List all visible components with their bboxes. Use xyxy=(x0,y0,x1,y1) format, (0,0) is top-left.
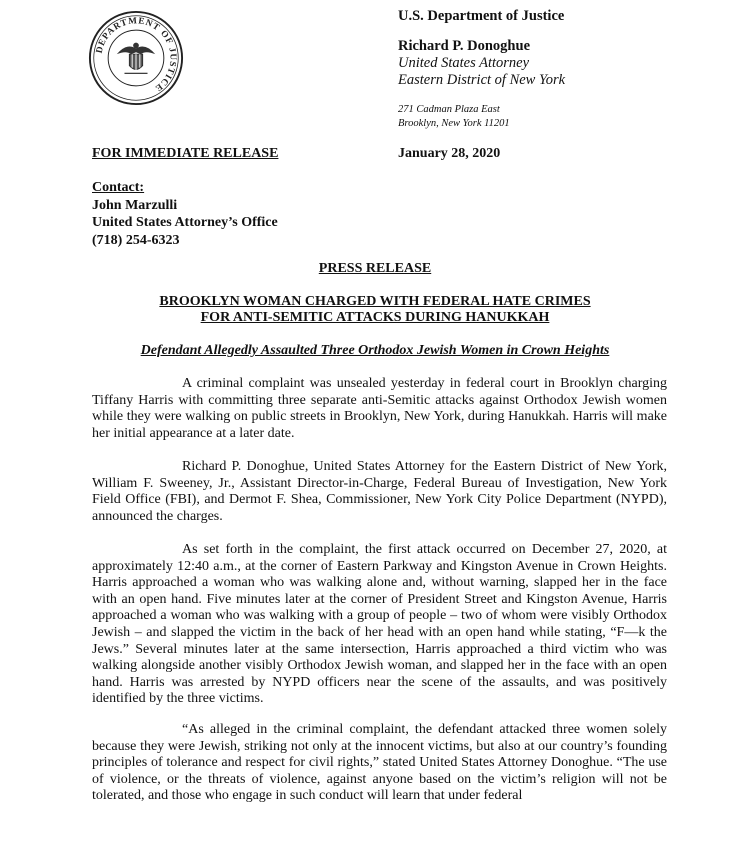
body-paragraph: As set forth in the complaint, the first attack occurred on December 27, 2020, at approximately 12:40 a.m., at the corner of Eastern Parkway and Kingston Avenue in Crown Heights. Harris approached a woman who was walking alone and, without warning, slapped her in the face with an open hand. Five minutes later at the corner of President Street and Kingston Avenue, Harris approached a woman who was walking with a group of people – two of whom were visibly Orthodox Jewish – and slapped the victim in the back of her head with an open hand while stating, “F—k the Jews.” Several minutes later at the same intersection, Harris approached a third victim who was walking alongside another visibly Orthodox Jewish woman, and slapped her in the face with an open hand. Harris was arrested by NYPD officers near the scene of the assaults, and was positively identified by the three victims. xyxy=(92,542,667,707)
release-date: January 28, 2020 xyxy=(398,146,501,161)
body-paragraph: A criminal complaint was unsealed yesterday in federal court in Brooklyn charging Tiffany Harris with committing three separate anti-Semitic attacks against Orthodox Jewish women while they were walking on public streets in Brooklyn, New York, during Hanukkah. Harris will make her initial appearance at a later date. xyxy=(92,376,667,441)
official-name: Richard P. Donoghue xyxy=(398,38,531,54)
contact-block xyxy=(92,179,278,249)
headline-line: BROOKLYN WOMAN CHARGED WITH FEDERAL HATE CRIMES xyxy=(159,294,591,309)
address-line: Brooklyn, New York 11201 xyxy=(398,118,510,129)
office-address xyxy=(398,103,510,131)
address-line: 271 Cadman Plaza East xyxy=(398,104,500,115)
contact-office: United States Attorney’s Office xyxy=(92,215,278,230)
press-release-heading: PRESS RELEASE xyxy=(318,261,432,276)
body-paragraph: Richard P. Donoghue, United States Attorney for the Eastern District of New York, William F. Sweeney, Jr., Assistant Director-in-Charge, Federal Bureau of Investigation, New York Field Office (FBI), and Dermot F. Shea, Commissioner, New York City Police Department (NYPD), announced the charges. xyxy=(92,459,667,524)
contact-name: John Marzulli xyxy=(92,197,178,213)
district-name: Eastern District of New York xyxy=(398,72,566,88)
contact-phone: (718) 254-6323 xyxy=(92,232,180,248)
subheadline: Defendant Allegedly Assaulted Three Orthodox Jewish Women in Crown Heights xyxy=(140,343,610,358)
letterhead xyxy=(398,8,565,89)
contact-label: Contact: xyxy=(92,180,145,195)
official-title: United States Attorney xyxy=(398,55,530,71)
doj-seal-icon xyxy=(88,10,184,106)
headline xyxy=(0,294,750,326)
seal-text: DEPARTMENT OF JUSTICE xyxy=(93,15,179,94)
body-paragraph: “As alleged in the criminal complaint, the defendant attacked three women solely because they were Jewish, striking not only at the innocent victims, but also at our country’s founding principles of tolerance and respect for civil rights,” stated United States Attorney Donoghue. “The use of violence, or the threats of violence, against anyone based on the victim’s religion will not be tolerated, and those who engage in such conduct will learn that under federal xyxy=(92,722,667,804)
headline-line: FOR ANTI-SEMITIC ATTACKS DURING HANUKKAH xyxy=(200,310,550,325)
release-label: FOR IMMEDIATE RELEASE xyxy=(92,146,279,161)
department-name: U.S. Department of Justice xyxy=(398,8,565,24)
